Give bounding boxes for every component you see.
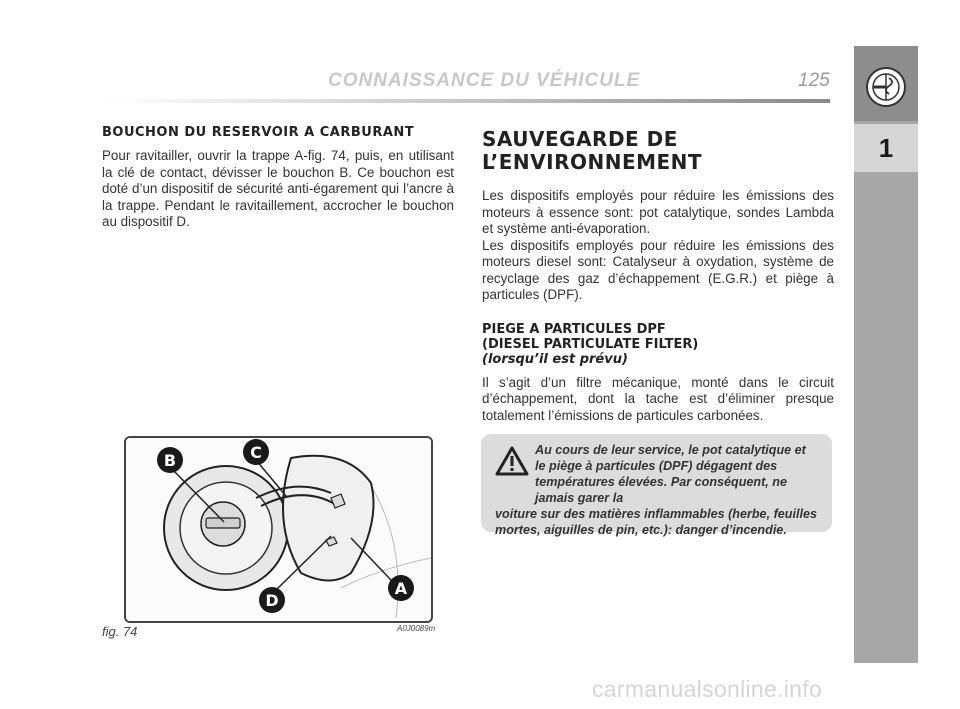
label-a: A <box>394 579 408 598</box>
header-divider <box>100 99 830 103</box>
left-column <box>102 125 454 231</box>
diesel-devices-paragraph: Les dispositifs employés pour réduire les émissions des moteurs diesel sont: Catalyseur à oxydation, système de recyclage des gaz d’échappement (E.G.R.) et piège à particules (DPF). <box>482 237 834 302</box>
fuel-cap-heading: BOUCHON DU RESERVOIR A CARBURANT <box>102 125 415 140</box>
warning-text-full: voiture sur des matières inflammables (herbe, feuilles mortes, aiguilles de pin, etc.): danger d’incendie. <box>495 507 817 537</box>
environment-heading <box>482 128 834 174</box>
dpf-heading-line1: PIEGE A PARTICULES DPF <box>482 321 666 337</box>
right-column <box>482 128 834 424</box>
label-c: C <box>250 443 262 462</box>
dpf-heading-line3: (lorsqu’il est prévu) <box>482 351 628 367</box>
figure-caption: fig. 74 <box>102 624 138 639</box>
label-d: D <box>265 591 279 610</box>
warning-text-indented: Au cours de leur service, le pot catalytique et le piège à particules (DPF) dégagent des températures élevées. Par conséquent, ne jamais garer la <box>535 443 806 505</box>
page-number: 125 <box>798 70 830 91</box>
dpf-paragraph: Il s’agit d’un filtre mécanique, monté dans le circuit d’échappement, dont la tache est d’éliminer presque totalement l’émissions de particules carbonées. <box>482 374 834 423</box>
environment-heading-line1: SAUVEGARDE DE <box>482 127 678 151</box>
label-b: B <box>163 451 177 470</box>
warning-text <box>495 442 819 538</box>
figure-code: A0J0089m <box>397 624 436 633</box>
fuel-cap-paragraph: Pour ravitailler, ouvrir la trappe A-fig. 74, puis, en utilisant la clé de contact, dévisser le bouchon B. Ce bouchon est doté d’un dispositif de sécurité anti-égarement qui l’ancre à la trappe. Pendant le ravitaillement, accrocher le bouchon au dispositif D. <box>102 148 454 229</box>
watermark: carmanualsonline.info <box>592 676 823 702</box>
fuel-cap-figure <box>124 436 433 623</box>
dpf-heading <box>482 322 834 367</box>
dpf-heading-line2: (DIESEL PARTICULATE FILTER) <box>482 336 699 352</box>
alfa-romeo-logo-icon <box>865 66 907 108</box>
chapter-number: 1 <box>854 124 918 172</box>
page-header-title: CONNAISSANCE DU VÉHICULE <box>328 70 641 91</box>
petrol-devices-paragraph: Les dispositifs employés pour réduire les émissions des moteurs à essence sont: pot catalytique, sondes Lambda et système anti-évaporation. <box>482 188 834 236</box>
warning-box <box>481 434 832 537</box>
fuel-cap-illustration <box>126 438 431 621</box>
environment-heading-line2: L’ENVIRONNEMENT <box>482 150 703 174</box>
